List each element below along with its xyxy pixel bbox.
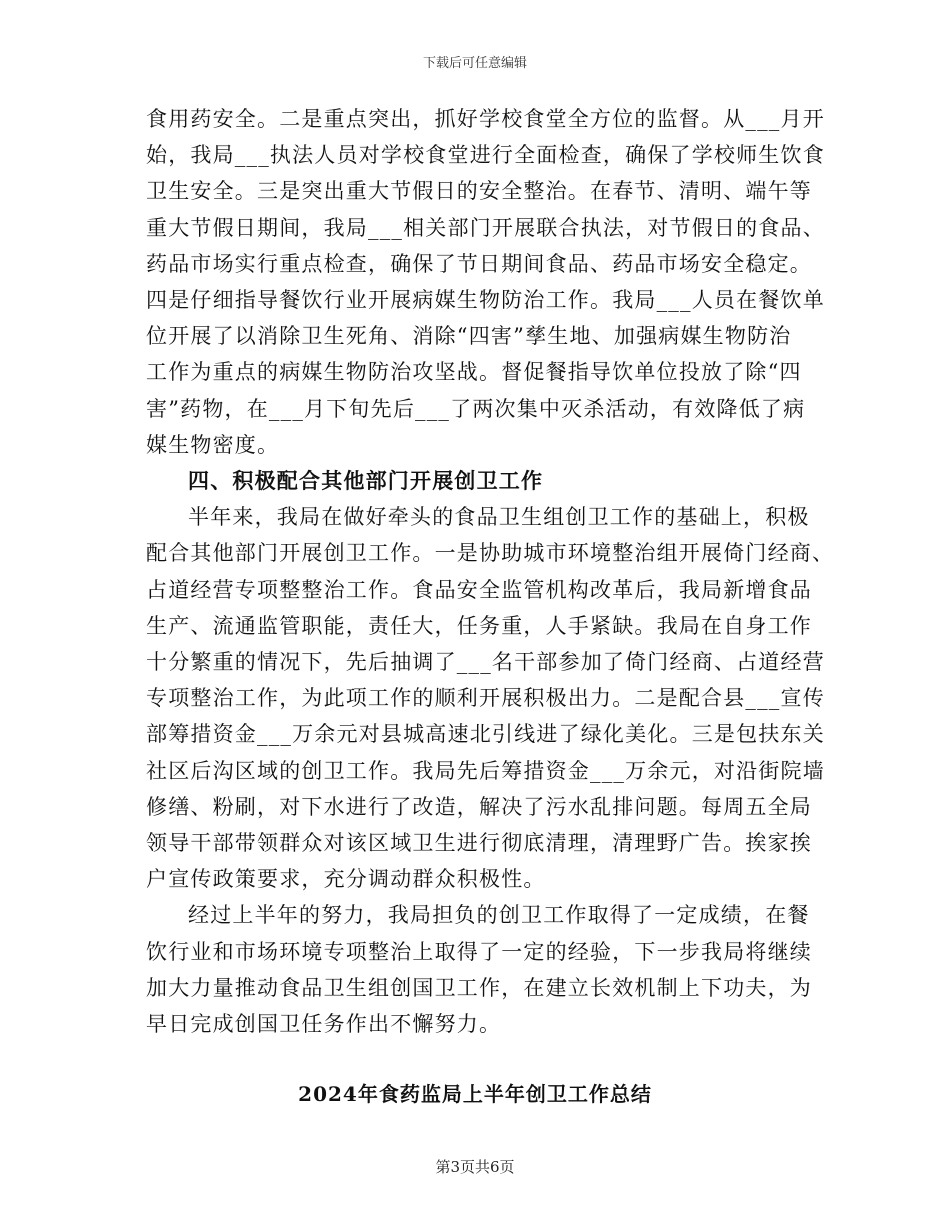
text-line: 半年来，我局在做好牵头的食品卫生组创卫工作的基础上，积极: [188, 505, 810, 530]
text-line: 媒生物密度。: [146, 432, 280, 457]
document-body: [146, 101, 835, 1042]
text-line: 户宣传政策要求，充分调动群众积极性。: [146, 867, 546, 892]
paragraph-continuation: [146, 101, 825, 463]
text-line: 重大节假日期间，我局___相关部门开展联合执法，对节假日的食品、: [146, 215, 825, 240]
text-line: 经过上半年的努力，我局担负的创卫工作取得了一定成绩，在餐: [188, 903, 810, 928]
text-line: 饮行业和市场环境专项整治上取得了一定的经验，下一步我局将继续: [146, 939, 812, 964]
text-line: 十分繁重的情况下，先后抽调了___名干部参加了倚门经商、占道经营: [146, 650, 825, 675]
text-line: 社区后沟区域的创卫工作。我局先后筹措资金___万余元，对沿街院墙: [146, 758, 825, 783]
text-line: 占道经营专项整整治工作。食品安全监管机构改革后，我局新增食品: [146, 577, 812, 602]
text-line: 加大力量推动食品卫生组创国卫工作，在建立长效机制上下功夫，为: [146, 975, 812, 1000]
text-line: 工作为重点的病媒生物防治攻坚战。督促餐指导饮单位投放了除“四: [146, 360, 802, 385]
text-line: 专项整治工作，为此项工作的顺利开展积极出力。二是配合县___宣传: [146, 686, 825, 711]
section-heading: 四、积极配合其他部门开展创卫工作: [188, 468, 544, 494]
text-line: 配合其他部门开展创卫工作。一是协助城市环境整治组开展倚门经商、: [146, 541, 835, 566]
text-line: 生产、流通监管职能，责任大，任务重，人手紧缺。我局在自身工作: [146, 613, 812, 638]
text-line: 早日完成创国卫任务作出不懈努力。: [146, 1012, 502, 1037]
text-line: 卫生安全。三是突出重大节假日的安全整治。在春节、清明、端午等: [146, 179, 812, 204]
text-line: 药品市场实行重点检查，确保了节日期间食品、药品市场安全稳定。: [146, 251, 812, 276]
text-line: 始，我局___执法人员对学校食堂进行全面检查，确保了学校师生饮食: [146, 143, 825, 168]
text-line: 食用药安全。二是重点突出，抓好学校食堂全方位的监督。从___月开: [146, 107, 825, 131]
text-line: 位开展了以消除卫生死角、消除“四害”孳生地、加强病媒生物防治: [146, 324, 792, 349]
page-number: 第3页共6页: [435, 1158, 515, 1176]
text-line: 修缮、粉刷，对下水进行了改造，解决了污水乱排问题。每周五全局: [146, 794, 812, 819]
text-line: 领导干部带领群众对该区域卫生进行彻底清理，清理野广告。挨家挨: [146, 831, 812, 856]
paragraph-cooperation: [146, 499, 835, 897]
document-title: 2024年食药监局上半年创卫工作总结: [298, 1082, 652, 1106]
text-line: 害”药物，在___月下旬先后___了两次集中灭杀活动，有效降低了病: [146, 396, 806, 421]
page-header: 下载后可任意编辑: [422, 56, 527, 71]
paragraph-conclusion: [146, 897, 812, 1042]
text-line: 部筹措资金___万余元对县城高速北引线进了绿化美化。三是包扶东关: [146, 722, 825, 747]
text-line: 四是仔细指导餐饮行业开展病媒生物防治工作。我局___人员在餐饮单: [146, 288, 825, 313]
